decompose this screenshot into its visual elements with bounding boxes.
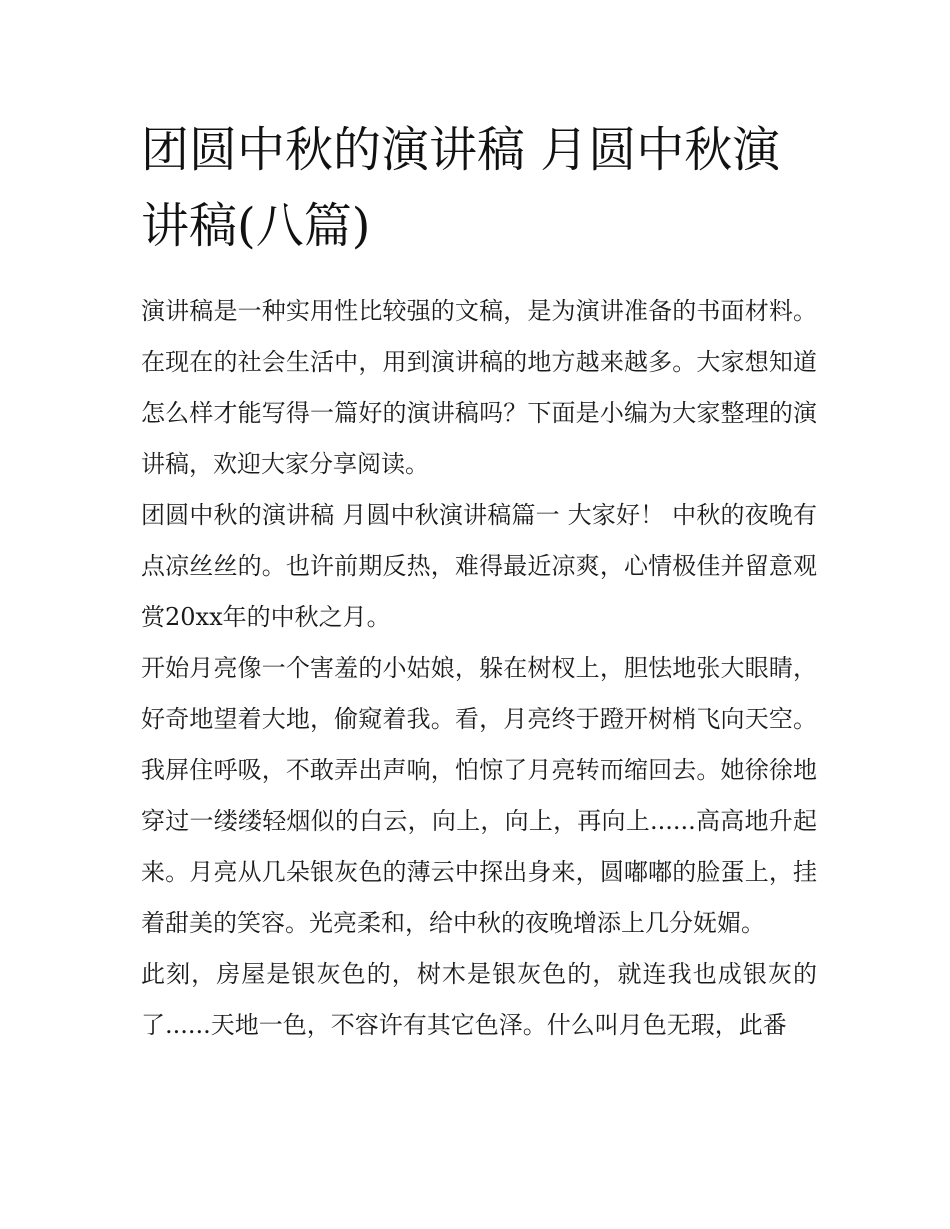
paragraph-silver: 此刻，房屋是银灰色的，树木是银灰色的，就连我也成银灰的了......天地一色，不容许有其它色泽。什么叫月色无瑕，此番 — [141, 960, 817, 1039]
paragraph-greeting: 团圆中秋的演讲稿 月圆中秋演讲稿篇一 大家好！ 中秋的夜晚有点凉丝丝的。也许前期反热，难得最近凉爽，心情极佳并留意观赏20xx年的中秋之月。 — [141, 501, 817, 631]
paragraph-moonrise: 开始月亮像一个害羞的小姑娘，躲在树杈上，胆怯地张大眼睛，好奇地望着大地，偷窥着我。看，月亮终于蹬开树梢飞向天空。我屏住呼吸，不敢弄出声响，怕惊了月亮转而缩回去。她徐徐地穿过一缕缕轻烟似的白云，向上，向上，再向上......高高地升起来。月亮从几朵银灰色的薄云中探出身来，圆嘟嘟的脸蛋上，挂着甜美的笑容。光亮柔和，给中秋的夜晚增添上几分妩媚。 — [141, 654, 817, 937]
document-content — [141, 112, 817, 1051]
paragraph-intro: 演讲稿是一种实用性比较强的文稿，是为演讲准备的书面材料。在现在的社会生活中，用到演讲稿的地方越来越多。大家想知道怎么样才能写得一篇好的演讲稿吗？下面是小编为大家整理的演讲稿，欢迎大家分享阅读。 — [141, 297, 817, 478]
document-title: 团圆中秋的演讲稿 月圆中秋演讲稿(八篇) — [141, 122, 781, 254]
